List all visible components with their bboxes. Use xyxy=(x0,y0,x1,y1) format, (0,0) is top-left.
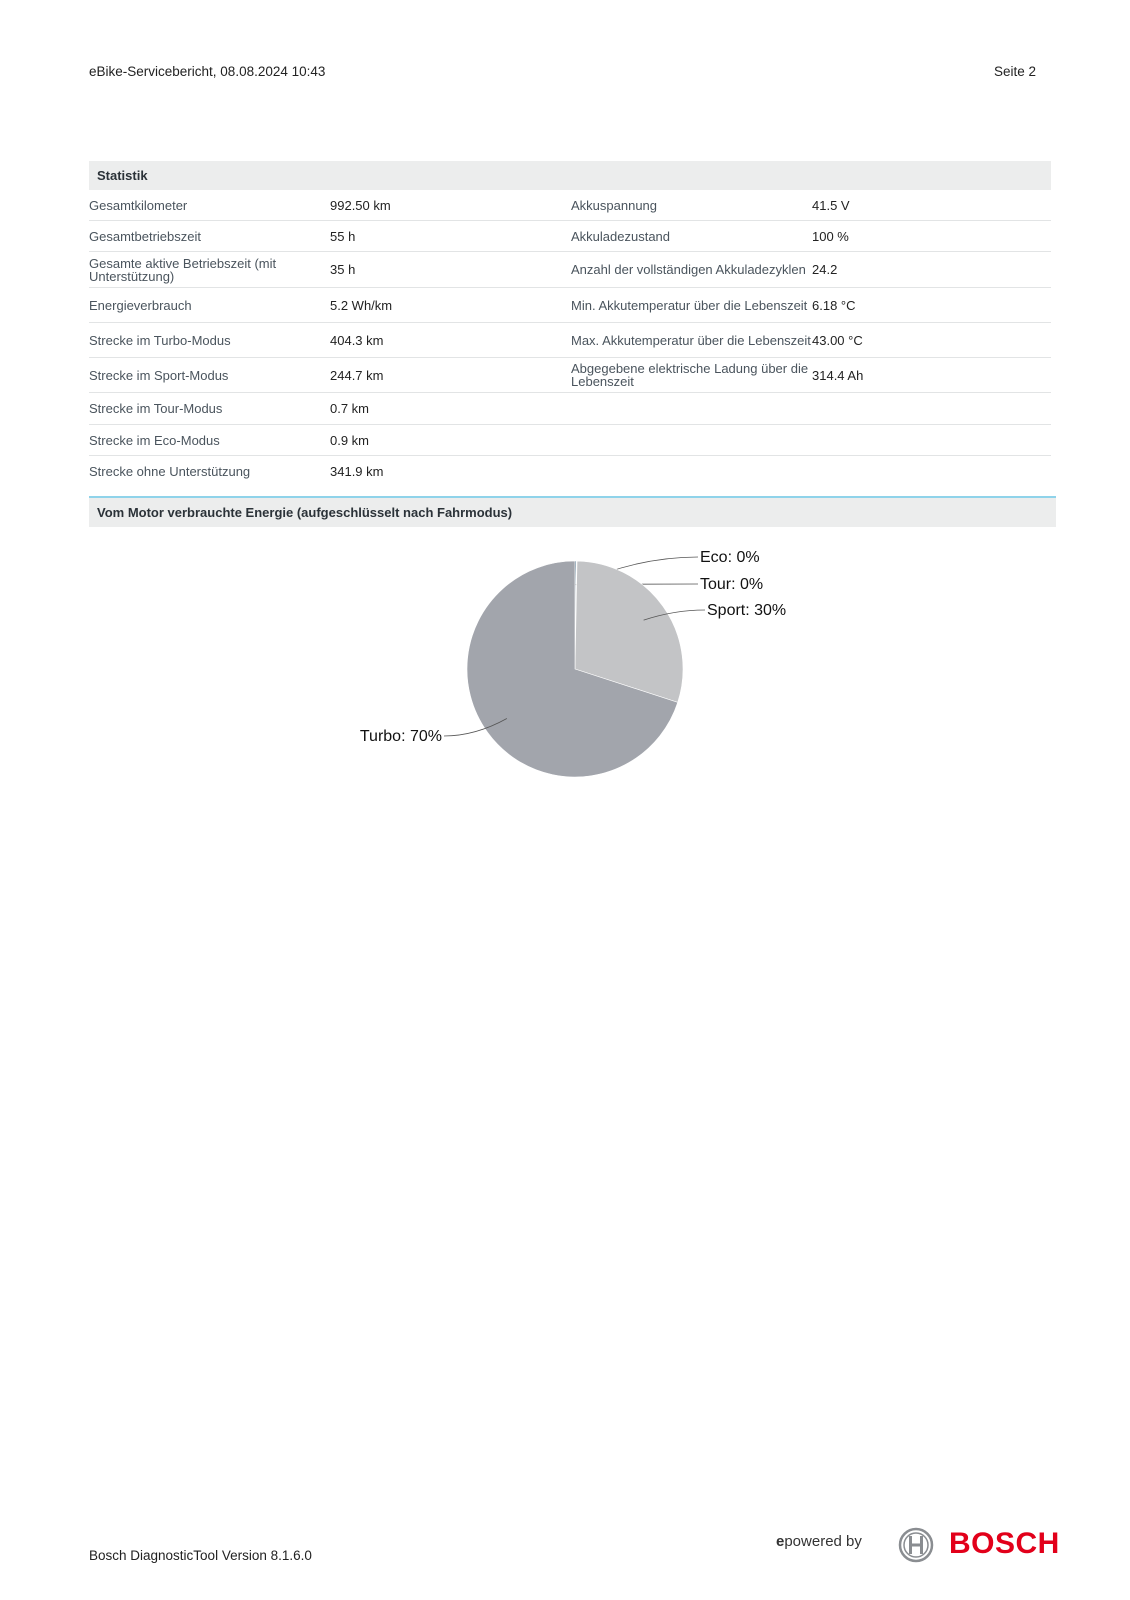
stat-value: 6.18 °C xyxy=(812,297,856,313)
stat-value: 0.7 km xyxy=(330,401,370,416)
stat-label: Anzahl der vollständigen Akkuladezyklen xyxy=(571,262,806,277)
pie-label-turbo: Turbo: 70% xyxy=(359,728,442,745)
stat-label: Strecke im Turbo-Modus xyxy=(89,332,231,348)
stat-value: 55 h xyxy=(330,228,356,244)
stat-label: Strecke im Tour-Modus xyxy=(89,401,223,416)
stat-label: Akkuspannung xyxy=(571,197,658,213)
pie-label-tour: Tour: 0% xyxy=(700,576,764,593)
stat-label: Gesamtbetriebszeit xyxy=(89,228,201,244)
pie-label-eco: Eco: 0% xyxy=(700,549,760,566)
stat-label: Akkuladezustand xyxy=(571,228,671,244)
stat-value: 404.3 km xyxy=(330,332,384,348)
stat-label: Abgegebene elektrische Ladung über die Lebenszeit xyxy=(571,361,809,389)
stat-value: 5.2 Wh/km xyxy=(330,297,393,313)
report-title: eBike-Servicebericht, 08.08.2024 10:43 xyxy=(89,64,326,79)
stat-value: 992.50 km xyxy=(330,197,391,213)
stat-label: Strecke ohne Unterstützung xyxy=(89,464,251,479)
energy-heading: Vom Motor verbrauchte Energie (aufgeschlüsselt nach Fahrmodus) xyxy=(89,496,1056,527)
statistics-heading: Statistik xyxy=(89,161,1051,190)
stat-label: Max. Akkutemperatur über die Lebenszeit xyxy=(571,332,811,348)
stat-value: 314.4 Ah xyxy=(812,367,864,383)
stat-value: 0.9 km xyxy=(330,432,370,448)
stat-label: Energieverbrauch xyxy=(89,297,192,313)
epowered-by-text xyxy=(776,1533,862,1550)
stat-value: 35 h xyxy=(330,262,356,277)
stat-value: 41.5 V xyxy=(812,197,850,213)
stat-value: 24.2 xyxy=(812,262,838,277)
stat-value: 341.9 km xyxy=(330,464,384,479)
stat-value: 100 % xyxy=(812,228,849,244)
stat-value: 43.00 °C xyxy=(812,332,863,348)
epowered-prefix: e xyxy=(776,1533,785,1550)
tool-version: Bosch DiagnosticTool Version 8.1.6.0 xyxy=(89,1548,312,1563)
epowered-rest: powered by xyxy=(784,1533,862,1550)
stat-label: Gesamte aktive Betriebszeit (mit Unterstützung) xyxy=(89,255,277,284)
page-number: Seite 2 xyxy=(993,64,1036,79)
pie-label-sport: Sport: 30% xyxy=(707,602,787,619)
stat-value: 244.7 km xyxy=(330,367,384,383)
stat-label: Min. Akkutemperatur über die Lebenszeit xyxy=(571,297,808,313)
stat-label: Strecke im Eco-Modus xyxy=(89,432,220,448)
bosch-armature-icon xyxy=(898,1527,934,1563)
bosch-brand: BOSCH xyxy=(949,1527,1060,1560)
stat-label: Gesamtkilometer xyxy=(89,197,188,213)
stat-label: Strecke im Sport-Modus xyxy=(89,367,229,383)
